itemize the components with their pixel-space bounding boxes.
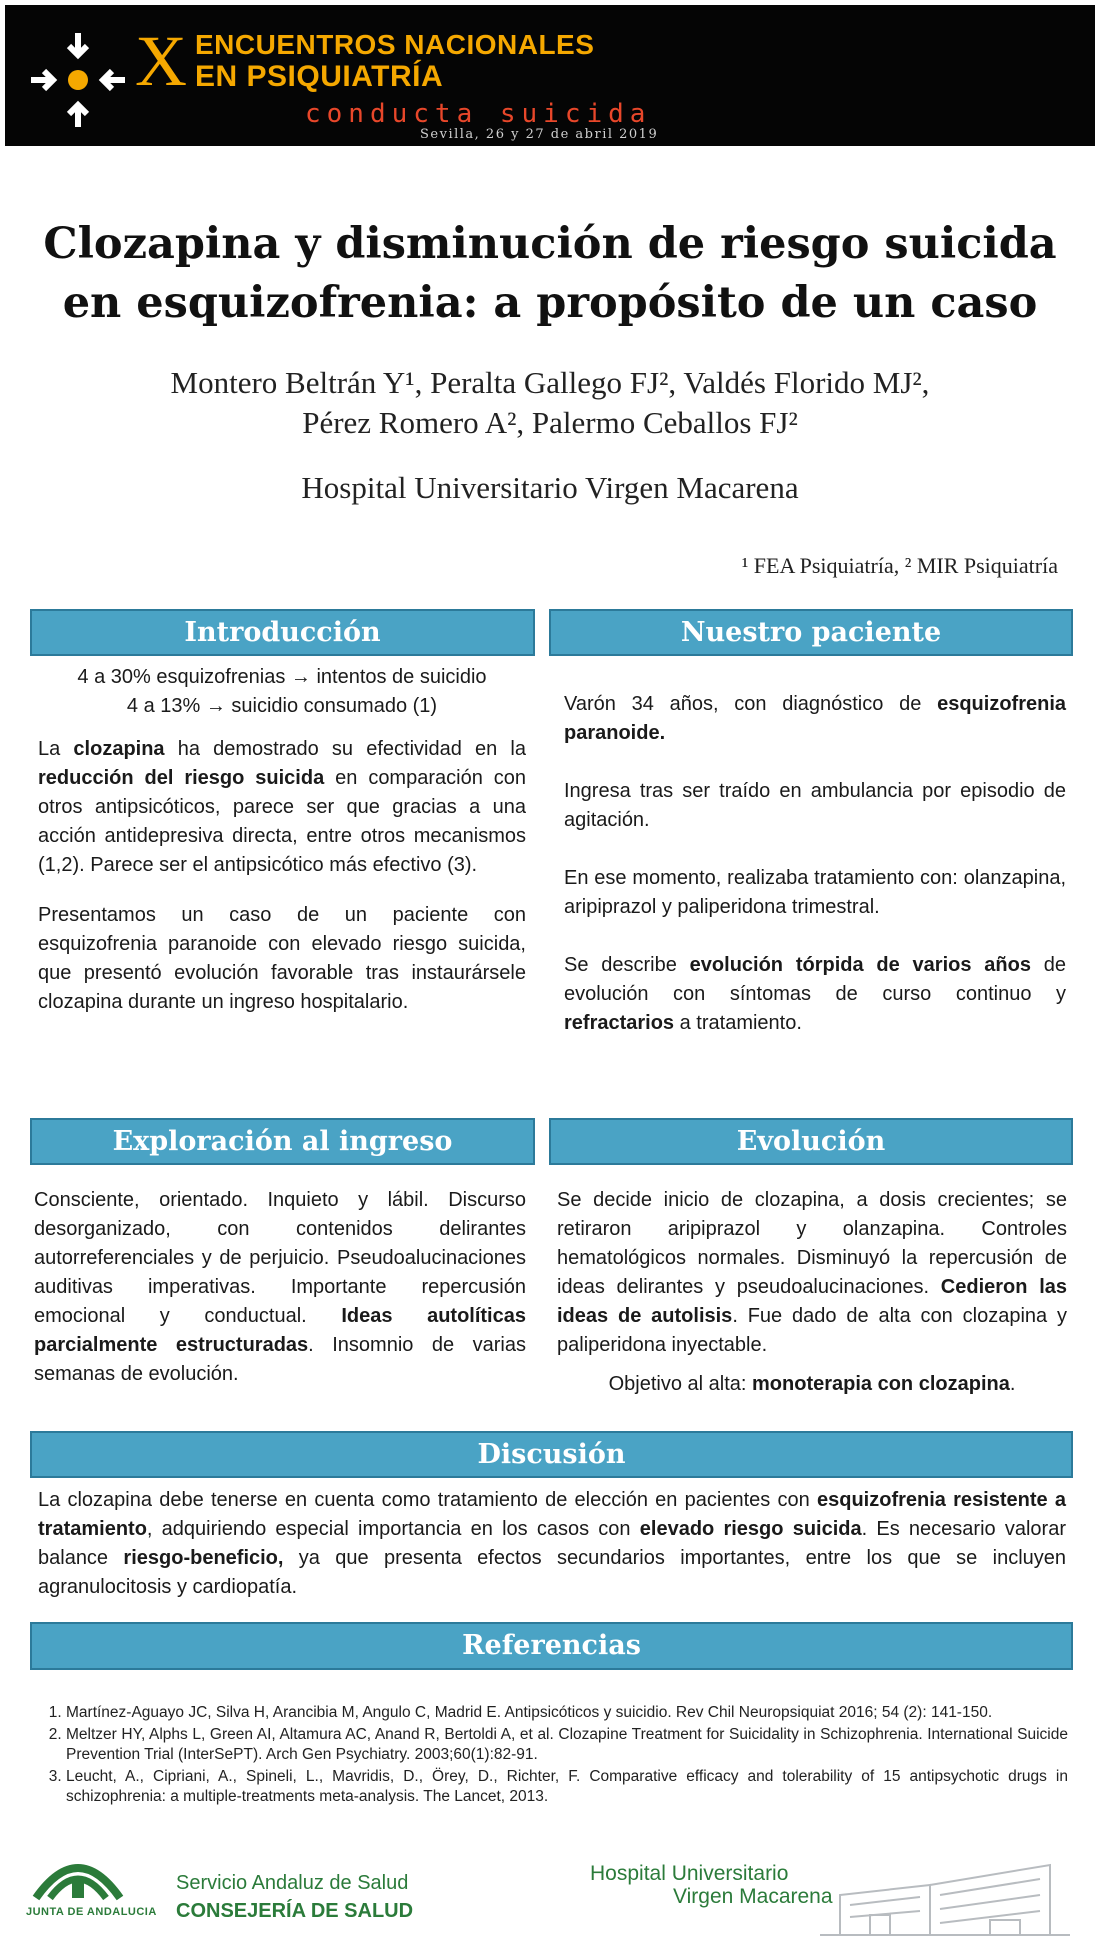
banner-date: Sevilla, 26 y 27 de abril 2019 xyxy=(420,127,659,142)
discussion-section xyxy=(38,1486,1066,1602)
banner-subtitle: conducta suicida xyxy=(305,99,652,129)
intro-paragraph2: Presentamos un caso de un paciente con esquizofrenia paranoide con elevado riesgo suicida, que presentó evolución favorable tras instaurársele clozapina durante un ingreso hospitalario. xyxy=(38,904,526,1013)
compass-arrows-icon xyxy=(23,25,133,135)
poster-title: Clozapina y disminución de riesgo suicida en esquizofrenia: a propósito de un caso xyxy=(43,219,1057,328)
huvm-logo-line2: Virgen Macarena xyxy=(673,1885,833,1908)
references-list xyxy=(38,1703,1068,1809)
exploration-section xyxy=(34,1186,526,1389)
evolution-goal: Objetivo al alta: monoterapia con clozapina. xyxy=(608,1373,1016,1395)
hospital-name: Hospital Universitario Virgen Macarena xyxy=(301,470,799,505)
consejeria-name: CONSEJERÍA DE SALUD xyxy=(176,1900,414,1922)
reference-item: 3. Leucht, A., Cipriani, A., Spineli, L., Mavridis, D., Örey, D., Richter, F. Comparative efficacy and tolerability of 15 antipsychotic drugs in schizophrenia: a multiple-treatments meta-analysis. The Lancet, 2013. xyxy=(66,1767,1068,1807)
intro-paragraph1: La clozapina ha demostrado su efectividad en la reducción del riesgo suicida en comparación con otros antipsicóticos, parece ser que gracias a una acción antidepresiva directa, entre otros mecanismos (1,2). Parece ser el antipsicótico más efectivo (3). xyxy=(38,738,526,876)
banner-line2: EN PSIQUIATRÍA xyxy=(195,60,444,93)
section-header-exploracion: Exploración al ingreso xyxy=(30,1118,535,1165)
section-header-discusion: Discusión xyxy=(30,1431,1073,1478)
exploration-paragraph: Consciente, orientado. Inquieto y lábil. Discurso desorganizado, con contenidos delirantes autorreferenciales y de perjuicio. Pseudoalucinaciones auditivas imperativas. Importante repercusión emocional y conductual. Ideas autolíticas parcialmente estructuradas. Insomnio de varias semanas de evolución. xyxy=(34,1189,526,1385)
section-header-paciente: Nuestro paciente xyxy=(549,609,1073,656)
patient-paragraph4: Se describe evolución tórpida de varios años de evolución con síntomas de curso continuo y refractarios a tratamiento. xyxy=(564,954,1067,1034)
patient-paragraph3: En ese momento, realizaba tratamiento con: olanzapina, aripiprazol y paliperidona trimestral. xyxy=(564,867,1066,918)
discussion-paragraph: La clozapina debe tenerse en cuenta como tratamiento de elección en pacientes con esquizofrenia resistente a tratamiento, adquiriendo especial importancia en los casos con elevado riesgo suicida. Es necesario valorar balance riesgo-beneficio, ya que presenta efectos secundarios importantes, entre los que se incluyen agranulocitosis y cardiopatía. xyxy=(38,1489,1067,1598)
section-header-introduccion: Introducción xyxy=(30,609,535,656)
patient-section xyxy=(564,690,1066,1038)
section-header-evolucion: Evolución xyxy=(549,1118,1073,1165)
huvm-logo-line1: Hospital Universitario xyxy=(590,1862,789,1885)
authors-line1: Montero Beltrán Y¹, Peralta Gallego FJ², Valdés Florido MJ², xyxy=(170,365,930,400)
evolution-paragraph: Se decide inicio de clozapina, a dosis crecientes; se retiraron aripiprazol y olanzapina. Controles hematológicos normales. Disminuyó la repercusión de ideas delirantes y pseudoalucinaciones. Cedieron las ideas de autolisis. Fue dado de alta con clozapina y paliperidona inyectable. xyxy=(557,1189,1068,1356)
banner-edition: X xyxy=(135,21,187,101)
hospital-building-icon xyxy=(810,1845,1080,1945)
intro-stat2: 4 a 13% → suicidio consumado (1) xyxy=(126,695,438,717)
intro-stat1: 4 a 30% esquizofrenias → intentos de suicidio xyxy=(77,666,487,688)
section-header-referencias: Referencias xyxy=(30,1622,1073,1670)
intro-section xyxy=(38,663,526,1017)
junta-andalucia-logo xyxy=(28,1848,128,1904)
reference-item: 1. Martínez-Aguayo JC, Silva H, Arancibia M, Angulo C, Madrid E. Antipsicóticos y suicidio. Rev Chil Neuropsiquiat 2016; 54 (2): 141-150. xyxy=(66,1703,1068,1723)
sas-name: Servicio Andaluz de Salud xyxy=(176,1872,409,1894)
reference-item: 2. Meltzer HY, Alphs L, Green AI, Altamura AC, Anand R, Bertoldi A, et al. Clozapine Treatment for Suicidality in Schizophrenia. International Suicide Prevention Trial (InterSePT). Arch Gen Psychiatry. 2003;60(1):82-91. xyxy=(66,1725,1068,1765)
patient-paragraph2: Ingresa tras ser traído en ambulancia por episodio de agitación. xyxy=(564,780,1066,831)
event-banner xyxy=(5,5,1095,146)
junta-label: JUNTA DE ANDALUCIA xyxy=(26,1906,157,1918)
affiliations: ¹ FEA Psiquiatría, ² MIR Psiquiatría xyxy=(741,553,1058,578)
evolution-section xyxy=(557,1186,1067,1399)
patient-paragraph1: Varón 34 años, con diagnóstico de esquizofrenia paranoide. xyxy=(564,693,1066,744)
banner-line1: ENCUENTROS NACIONALES xyxy=(195,29,595,60)
authors-line2: Pérez Romero A², Palermo Ceballos FJ² xyxy=(302,405,798,440)
authors xyxy=(40,363,1060,443)
